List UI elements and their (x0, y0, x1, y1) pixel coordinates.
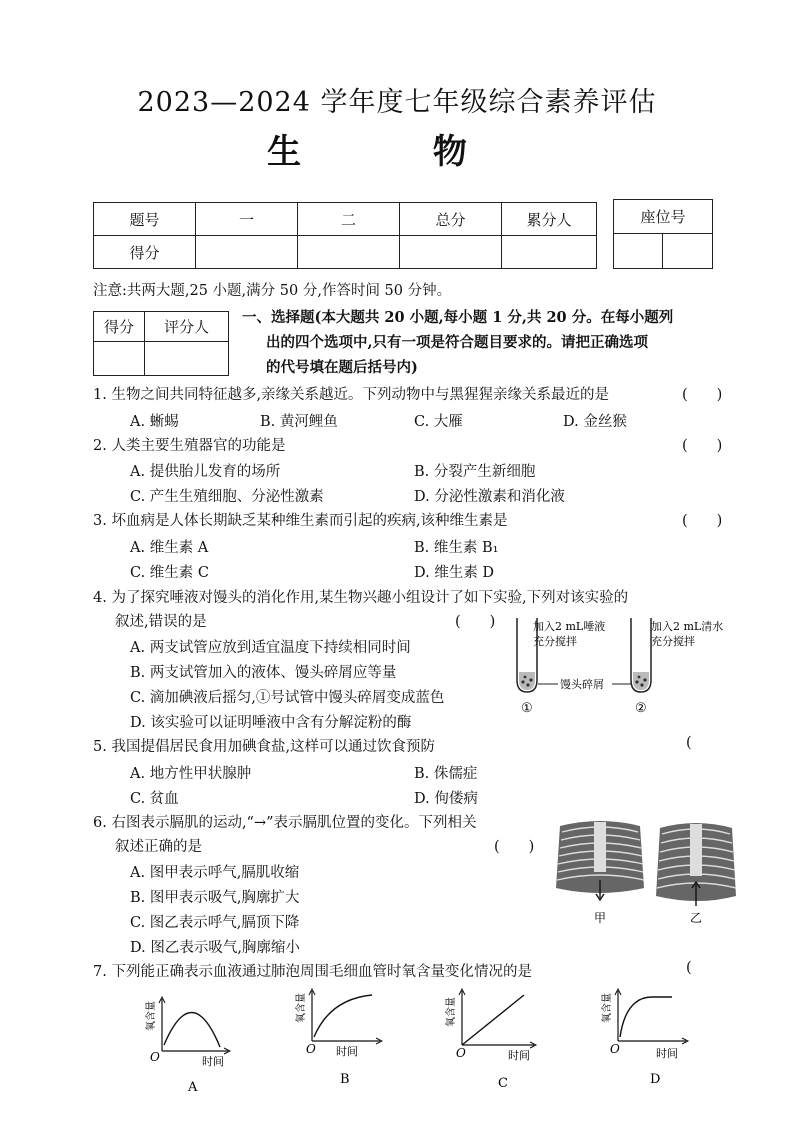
graph-c (444, 989, 536, 1091)
seat-label: 座位号 (614, 200, 713, 234)
graph-b (294, 989, 382, 1087)
q4-stem-line1: 4. 为了探究唾液对馒头的消化作用,某生物兴趣小组设计了如下实验,下列对该实验的 (93, 590, 629, 606)
score-table (93, 202, 597, 269)
q4-option-a: A. 两支试管应放到适宜温度下持续相同时间 (130, 640, 411, 656)
q4-stem-line2: 叙述,错误的是 (115, 614, 207, 630)
ribcage-figure (552, 818, 742, 938)
score-table-cell: 总分 (400, 203, 502, 236)
q6-option-c: C. 图乙表示呼气,膈顶下降 (130, 915, 300, 931)
ribcage-jia (556, 821, 644, 925)
q5-option-d: D. 佝偻病 (414, 791, 478, 807)
section-score-label: 得分 (94, 312, 145, 342)
bread-crumb-label: 馒头碎屑 (560, 678, 604, 691)
score-table-cell: 得分 (94, 236, 196, 269)
seat-table (613, 199, 713, 269)
graph-b-curve (314, 995, 372, 1037)
score-table-cell (502, 236, 597, 269)
ribcage-yi-label: 乙 (690, 911, 703, 925)
tube2-number: ② (635, 701, 647, 716)
graph-c-origin: O (456, 1046, 466, 1060)
score-table-cell: 二 (298, 203, 400, 236)
graph-b-xlabel: 时间 (336, 1045, 358, 1058)
section-grader-cell (145, 342, 229, 376)
section-heading-line3: 的代号填在题后括号内) (266, 359, 418, 376)
q2-option-d: D. 分泌性激素和消化液 (414, 489, 565, 505)
q6-stem-line1: 6. 右图表示膈肌的运动,“→”表示膈肌位置的变化。下列相关 (93, 815, 477, 831)
graph-d-ylabel: 氧含量 (602, 993, 613, 1023)
score-table-cell (196, 236, 298, 269)
q4-option-c: C. 滴加碘液后摇匀,①号试管中馒头碎屑变成蓝色 (130, 690, 445, 706)
section-heading-line2: 出的四个选项中,只有一项是符合题目要求的。请把正确选项 (266, 334, 649, 351)
q2-stem: 2. 人类主要生殖器官的功能是 (93, 438, 286, 454)
q3-option-d: D. 维生素 D (414, 565, 495, 581)
seat-cell (614, 234, 663, 269)
graph-d-xlabel: 时间 (656, 1047, 678, 1060)
q2-option-c: C. 产生生殖细胞、分泌性激素 (130, 489, 324, 505)
graph-a (144, 997, 230, 1095)
tube2-label-line1: 加入2 mL清水 (651, 620, 724, 633)
score-table-cell: 一 (196, 203, 298, 236)
q5-answer-paren[interactable]: ( (686, 735, 692, 751)
graph-a-ylabel: 氧含量 (146, 1001, 157, 1031)
q3-option-a: A. 维生素 A (130, 540, 209, 556)
q7-answer-paren[interactable]: ( (686, 960, 692, 976)
q5-option-a: A. 地方性甲状腺肿 (130, 766, 252, 782)
q6-option-d: D. 图乙表示吸气,胸廓缩小 (130, 940, 300, 956)
graph-b-origin: O (306, 1042, 316, 1056)
q1-stem: 1. 生物之间共同特征越多,亲缘关系越近。下列动物中与黑猩猩亲缘关系最近的是 (93, 387, 610, 403)
oxygen-graphs (140, 985, 740, 1095)
graph-c-line (462, 995, 524, 1045)
q1-answer-paren[interactable]: ( ) (682, 387, 723, 403)
q1-option-c: C. 大雁 (414, 414, 463, 430)
graph-d-origin: O (610, 1042, 620, 1056)
graph-d-curve (620, 997, 672, 1037)
ribcage-yi (656, 823, 736, 925)
graph-d-letter: D (650, 1072, 661, 1087)
graph-a-origin: O (150, 1050, 160, 1064)
q1-option-a: A. 蜥蜴 (130, 414, 179, 430)
q4-option-b: B. 两支试管加入的液体、馒头碎屑应等量 (130, 665, 397, 681)
exam-title: 2023—2024 学年度七年级综合素养评估 (137, 87, 657, 118)
graph-a-curve (164, 1012, 220, 1047)
q3-option-b: B. 维生素 B₁ (414, 540, 499, 556)
test-tube-2 (631, 618, 651, 692)
section-score-table (93, 311, 229, 376)
graph-a-xlabel: 时间 (202, 1055, 224, 1068)
graph-c-letter: C (498, 1076, 508, 1091)
q5-stem: 5. 我国提倡居民食用加碘食盐,这样可以通过饮食预防 (93, 739, 436, 755)
tube1-label-line2: 充分搅拌 (533, 635, 577, 648)
q6-option-b: B. 图甲表示吸气,胸廓扩大 (130, 890, 300, 906)
graph-b-letter: B (340, 1072, 350, 1087)
q6-stem-line2: 叙述正确的是 (115, 839, 202, 855)
score-table-cell (400, 236, 502, 269)
subject-title: 生 物 (267, 132, 527, 172)
q3-stem: 3. 坏血病是人体长期缺乏某种维生素而引起的疾病,该种维生素是 (93, 513, 508, 529)
graph-c-xlabel: 时间 (508, 1049, 530, 1062)
q3-option-c: C. 维生素 C (130, 565, 209, 581)
q6-option-a: A. 图甲表示呼气,膈肌收缩 (130, 865, 300, 881)
graph-d (600, 989, 688, 1087)
ribcage-jia-label: 甲 (594, 911, 607, 925)
test-tube-figure (500, 610, 740, 735)
section-heading-line1: 一、选择题(本大题共 20 小题,每小题 1 分,共 20 分。在每小题列 (242, 309, 674, 326)
q2-option-b: B. 分裂产生新细胞 (414, 464, 536, 480)
notice: 注意:共两大题,25 小题,满分 50 分,作答时间 50 分钟。 (93, 283, 452, 299)
tube1-number: ① (521, 701, 533, 716)
score-table-cell: 累分人 (502, 203, 597, 236)
tube1-label-line1: 加入2 mL唾液 (533, 620, 606, 633)
tube2-label-line2: 充分搅拌 (651, 635, 695, 648)
graph-b-ylabel: 氧含量 (296, 993, 307, 1023)
q5-option-b: B. 侏儒症 (414, 766, 478, 782)
q4-answer-paren[interactable]: ( ) (455, 614, 496, 630)
q6-answer-paren[interactable]: ( ) (494, 839, 535, 855)
graph-a-letter: A (188, 1080, 198, 1095)
q5-option-c: C. 贫血 (130, 791, 179, 807)
q3-answer-paren[interactable]: ( ) (682, 513, 723, 529)
q1-option-d: D. 金丝猴 (563, 414, 627, 430)
q4-option-d: D. 该实验可以证明唾液中含有分解淀粉的酶 (130, 715, 412, 731)
q2-option-a: A. 提供胎儿发育的场所 (130, 464, 281, 480)
section-score-cell (94, 342, 145, 376)
graph-c-ylabel: 氧含量 (446, 997, 457, 1027)
score-table-cell: 题号 (94, 203, 196, 236)
q1-option-b: B. 黄河鲤鱼 (260, 414, 338, 430)
q2-answer-paren[interactable]: ( ) (682, 438, 723, 454)
score-table-cell (298, 236, 400, 269)
seat-cell (663, 234, 713, 269)
section-grader-label: 评分人 (145, 312, 229, 342)
q7-stem: 7. 下列能正确表示血液通过肺泡周围毛细血管时氧含量变化情况的是 (93, 964, 532, 980)
